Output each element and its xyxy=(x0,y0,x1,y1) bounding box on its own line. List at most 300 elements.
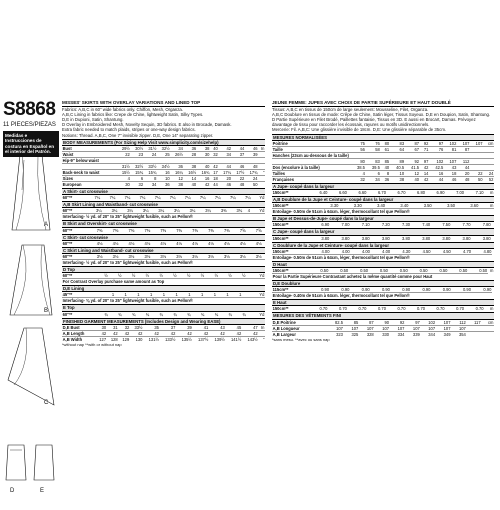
table-cell: 87 xyxy=(414,140,420,146)
table-cell: 349 xyxy=(436,331,451,337)
pieces-count: 11 PIECES/PIEZAS xyxy=(3,122,56,128)
table-row xyxy=(62,182,265,188)
view-a-drawing xyxy=(12,155,50,230)
table-row xyxy=(272,222,494,227)
table-cell: ½ xyxy=(187,273,191,279)
table-cell: 135½ xyxy=(176,336,192,342)
table-cell: 3⅛ xyxy=(208,254,214,260)
table-row xyxy=(272,236,494,241)
finished-measurements-table xyxy=(62,325,265,342)
yardage-block-title: B Skirt and Overskirt- cut crosswise xyxy=(62,220,265,227)
row-label: Waist xyxy=(62,152,117,158)
table-cell: 7⅜ xyxy=(192,227,198,233)
table-cell: 3⅛ xyxy=(192,254,198,260)
table-cell: m xyxy=(489,268,494,274)
table-cell: 4⅛ xyxy=(239,240,246,246)
table-cell: 80 xyxy=(351,158,366,164)
table-cell: 4⅛ xyxy=(255,240,262,246)
table-row xyxy=(272,254,494,260)
table-cell: 37 xyxy=(170,324,176,330)
table-cell xyxy=(262,241,265,246)
nap-footnote-fr: *sans mesu. **avec ou sans nap xyxy=(272,336,330,342)
table-cell: 0.70 xyxy=(456,306,465,312)
table-cell: 4⅛ xyxy=(223,240,230,246)
table-cell: 141½ xyxy=(225,336,241,342)
yardage-table xyxy=(272,287,494,298)
table-cell: 85 xyxy=(353,319,359,325)
table-cell: 61 xyxy=(380,146,389,152)
table-cell: 56 xyxy=(351,146,366,152)
pattern-id-panel xyxy=(3,100,59,157)
row-label: Hanches (23cm au-dessous de la taille) xyxy=(272,152,494,158)
table-cell: 0.90 xyxy=(442,287,451,293)
table-cell: 44 xyxy=(429,176,444,182)
table-cell: 42 xyxy=(159,330,175,336)
table-cell: 38 xyxy=(204,146,210,152)
row-label: 45"** xyxy=(62,292,73,298)
table-cell: 23 xyxy=(130,152,143,158)
table-cell: 3⅛ xyxy=(223,254,230,260)
row-label: 150cm** xyxy=(272,235,289,241)
table-cell: 89 xyxy=(390,158,405,164)
table-cell: 4 xyxy=(117,176,130,182)
view-b-drawing xyxy=(10,245,52,315)
table-cell: 32 xyxy=(210,152,218,158)
table-cell: 325 xyxy=(344,331,359,337)
table-row xyxy=(272,190,494,195)
table-row xyxy=(62,228,265,233)
table-row xyxy=(272,306,494,311)
pattern-number: S8868 xyxy=(3,99,56,120)
table-cell: 3⅛ xyxy=(144,254,151,260)
table-row xyxy=(62,260,265,266)
table-cell: 12 xyxy=(405,170,420,176)
row-label: D,E Bust xyxy=(62,324,80,330)
table-cell: 1 xyxy=(124,292,127,298)
table-cell: 42 xyxy=(420,164,429,170)
table-cell: 32 xyxy=(351,176,366,182)
table-cell: 0.50 xyxy=(360,268,369,274)
row-label: Entoilage- 0.50m de 51cm à 64cm. léger, thermocollant tel que Pellon® xyxy=(272,209,494,215)
row-label: 60"** xyxy=(62,208,73,214)
table-cell: 30 xyxy=(101,324,107,330)
table-cell: 36 xyxy=(380,176,389,182)
yardage-block-title: C Jupe- coupé dans la largeur xyxy=(272,228,494,235)
table-cell: 75 xyxy=(360,140,365,146)
table-cell: 48 xyxy=(245,164,258,170)
table-cell: 0.90 xyxy=(422,287,431,293)
table-cell: 344 xyxy=(420,331,435,337)
table-row xyxy=(272,209,494,215)
row-label: Françaises xyxy=(272,176,351,182)
table-cell: 0.70 xyxy=(417,306,425,312)
table-cell: ¾ xyxy=(242,311,246,317)
table-cell: 40 xyxy=(380,164,389,170)
table-cell: 3.80 xyxy=(341,235,350,241)
table-cell: 48 xyxy=(232,182,245,188)
table-cell: 107 xyxy=(359,325,374,331)
table-cell: ¾ xyxy=(131,311,136,317)
table-row xyxy=(62,279,265,285)
table-cell: ½ xyxy=(200,273,205,279)
table-row xyxy=(272,274,494,280)
table-cell: 64 xyxy=(390,146,405,152)
table-cell: 139½ xyxy=(209,336,225,342)
table-cell: 43 xyxy=(220,324,225,330)
table-cell: 7⅝ xyxy=(255,227,262,233)
table-cell: 128 xyxy=(107,336,119,342)
table-cell: 7⅜ xyxy=(128,227,135,233)
yardage-table xyxy=(272,268,494,279)
table-cell: ¾ xyxy=(187,311,191,317)
technical-drawings xyxy=(2,150,62,510)
table-cell: 7.10 xyxy=(475,190,484,196)
table-cell: 3¼ xyxy=(95,208,102,214)
table-cell: 32½ xyxy=(161,146,170,152)
table-cell: 117 xyxy=(474,319,481,325)
table-cell: 107 xyxy=(462,140,470,146)
table-cell: 42 xyxy=(130,330,143,336)
table-cell: 4⅛ xyxy=(208,240,214,246)
table-cell: m xyxy=(489,203,494,209)
row-label: 60"** xyxy=(62,254,73,260)
yardage-table xyxy=(62,254,265,265)
table-cell: 1 xyxy=(239,292,242,298)
table-cell: 42 xyxy=(143,330,159,336)
table-cell: 4⅛ xyxy=(160,240,167,246)
table-cell: Yd xyxy=(259,195,265,201)
row-label: 60"** xyxy=(62,273,73,279)
table-cell: 4.00 xyxy=(382,248,391,254)
row-label: Poitrine xyxy=(272,140,288,146)
table-cell: 4.70 xyxy=(463,248,472,254)
row-label: 60"** xyxy=(62,195,73,201)
table-cell: 16½ xyxy=(184,170,197,176)
table-cell: 10 xyxy=(390,170,405,176)
table-cell: 133½ xyxy=(159,336,175,342)
row-label: Tailles xyxy=(272,170,351,176)
table-cell: 33½ xyxy=(144,164,157,170)
table-cell: 328 xyxy=(359,331,374,337)
table-cell: ½ xyxy=(131,273,136,279)
table-cell: 44 xyxy=(218,164,231,170)
row-label: Back-neck to waist xyxy=(62,170,117,176)
table-cell: 7⅜ xyxy=(96,227,103,233)
table-cell: 32 xyxy=(130,182,143,188)
table-cell: 3.80 xyxy=(402,235,410,241)
mesures-vetements-title: MESURES DES VÊTEMENTS FINI xyxy=(272,312,494,319)
table-cell: 0.50 xyxy=(379,268,388,274)
table-cell: 0.90 xyxy=(402,287,411,293)
french-column xyxy=(272,100,494,342)
table-row xyxy=(272,293,494,299)
table-cell: 4⅛ xyxy=(112,240,119,246)
table-cell: 102 xyxy=(429,158,444,164)
yardage-block-title: C Skirt Lining and Waistband- cut crosswise xyxy=(62,247,265,254)
table-cell: 32½ xyxy=(130,164,143,170)
table-cell: Yd xyxy=(259,292,265,298)
yardage-block-title: D,E Lining xyxy=(62,285,265,292)
table-cell: 330 xyxy=(374,331,389,337)
table-cell: 97 xyxy=(415,319,420,325)
table-cell: 3⅛ xyxy=(112,254,119,260)
table-cell: 4.80 xyxy=(483,248,492,254)
row-label: Interfacing- ½ yd. of 20" to 25" lightweight fusible, such as Pellon® xyxy=(62,214,265,220)
table-cell: 14 xyxy=(184,176,197,182)
row-label: D,E Poitrine xyxy=(272,319,296,325)
table-cell: 44 xyxy=(239,146,245,152)
table-cell: 38.5 xyxy=(351,164,366,170)
english-title: MISSES' SKIRTS WITH OVERLAY VARIATIONS AND LINED TOP xyxy=(62,100,265,107)
table-cell: 97 xyxy=(438,140,444,146)
table-cell: 38 xyxy=(184,164,197,170)
table-cell: 42 xyxy=(192,330,208,336)
table-cell: 39.5 xyxy=(366,164,381,170)
table-cell: 323 xyxy=(326,331,344,337)
table-cell: 0.70 xyxy=(397,306,406,312)
table-cell: 41 xyxy=(203,324,209,330)
table-cell: 15½ xyxy=(117,170,130,176)
table-cell: ½ xyxy=(242,273,246,279)
table-cell: 16¾ xyxy=(197,170,210,176)
table-cell: 7.40 xyxy=(422,222,431,228)
yardage-block-title: B Jupe et Dessus-de-Jupe- coupé dans la largeur xyxy=(272,215,494,222)
table-cell: 7¼ xyxy=(109,195,116,201)
table-cell: 0.70 xyxy=(378,306,386,312)
table-cell: 92 xyxy=(423,140,429,146)
table-cell: 34 xyxy=(178,146,183,152)
table-cell: 76 xyxy=(429,146,444,152)
row-label: A,B Longueur xyxy=(272,325,326,331)
table-cell: 42 xyxy=(118,330,130,336)
table-cell: 8 xyxy=(144,176,157,182)
table-cell: 7¼ xyxy=(169,195,176,201)
table-cell: 40 xyxy=(184,182,197,188)
table-cell: 6.70 xyxy=(378,190,386,196)
table-cell: 87 xyxy=(369,319,374,325)
table-cell: 3⅛ xyxy=(128,254,135,260)
row-label: A,B Largeur xyxy=(272,331,326,337)
table-cell: 0.70 xyxy=(338,306,347,312)
table-cell: 7¼ xyxy=(124,195,131,201)
table-cell: 0.50 xyxy=(340,268,349,274)
table-cell: 4.50 xyxy=(422,248,431,254)
table-cell: 3.80 xyxy=(361,235,370,241)
table-cell: 36 xyxy=(157,182,170,188)
table-cell: 42.5 xyxy=(429,164,444,170)
table-cell: 107 xyxy=(420,325,435,331)
finished-measurements-title: FINISHED GARMENT MEASUREMENTS (Includes Design and Wearing EASE) xyxy=(62,318,265,325)
table-cell: 71 xyxy=(420,146,429,152)
table-cell: 3⅛ xyxy=(160,254,167,260)
table-cell: 129 xyxy=(118,336,130,342)
table-cell: 41.5 xyxy=(405,164,420,170)
nap-footnote: *without nap **with or without nap xyxy=(62,341,122,347)
table-cell: 45 xyxy=(236,324,242,330)
table-cell: 7⅜ xyxy=(208,227,214,233)
row-label: Bust xyxy=(62,146,72,152)
table-cell: 7.00 xyxy=(341,222,350,228)
table-cell: 7¼ xyxy=(244,195,251,201)
mesures-normalisees-title: MESURES NORMALISÉES xyxy=(272,134,494,141)
table-cell: 107 xyxy=(344,325,359,331)
french-title: JEUNE FEMME: JUPES AVEC CHOIX DE PARTIE SUPÉRIEURE ET HAUT DOUBLÉ xyxy=(272,100,494,107)
table-cell: 4⅛ xyxy=(144,240,151,246)
table-cell: 107 xyxy=(444,158,457,164)
table-cell: 42 xyxy=(210,164,218,170)
table-cell: 92 xyxy=(405,158,420,164)
table-cell: 31 xyxy=(113,324,118,330)
row-label: Interfacing- ½ yd. of 20" to 25" lightweight fusible, such as Pellon® xyxy=(62,260,265,266)
row-label: 150cm** xyxy=(272,222,289,228)
english-column xyxy=(62,100,265,347)
table-cell: 3¼ xyxy=(158,208,165,214)
row-label: 60"** xyxy=(62,227,73,233)
table-cell: 10 xyxy=(157,176,170,182)
table-cell: 4⅛ xyxy=(96,240,103,246)
row-label: 115cm** xyxy=(272,287,289,293)
table-cell: 20 xyxy=(218,176,231,182)
yardage-table xyxy=(62,208,265,219)
table-cell: 12 xyxy=(170,176,183,182)
row-label: European xyxy=(62,182,117,188)
table-cell: 38 xyxy=(170,182,183,188)
fabrics-line: D Overlay in Embroidered Mesh, Novelty Sequin, 3D fabrics. E also in Brocade, Damask. xyxy=(62,122,232,128)
table-cell: 3¼ xyxy=(127,208,133,214)
tissus-line: Tissus: A,B,C en tissus de 150cm de large seulement: Mousseline, Filet, Organza. xyxy=(272,106,429,112)
table-cell: 4⅛ xyxy=(176,240,182,246)
mesures-table xyxy=(272,141,494,182)
tissus-line: A,B,C Doublure en tissus de mode: Crêpe de Chine, Satin léger, Tissus Soyeux. D,E en Doupion, Satin, Shantung. D Partie Supérieure en Filet Brodé, Paillettes fantaisie, Tissus en 3D. E aussi en Brocart, Damas. Prévoyez davantage de tissu pour raccorder les écossais, rayures ou motifs unidirectionnels. xyxy=(272,111,491,128)
table-cell: 0.70 xyxy=(475,306,484,312)
spanish-instructions-note: Medidas e Instrucciones de costura en Español en el interior del Patrón. xyxy=(3,131,59,157)
table-cell: ½ xyxy=(159,273,163,279)
table-cell: 0.50 xyxy=(419,268,428,274)
table-cell: 3.80 xyxy=(482,235,491,241)
table-cell: 143½ xyxy=(242,336,258,342)
table-cell xyxy=(491,236,494,241)
yardage-table xyxy=(62,273,265,284)
table-cell: " xyxy=(258,170,265,176)
row-label: Sizes xyxy=(62,176,117,182)
table-cell: Yd xyxy=(259,208,265,214)
table-cell: 16¼ xyxy=(170,170,183,176)
body-measurements-table xyxy=(62,146,265,187)
table-row xyxy=(62,298,265,304)
table-cell: 3⅜ xyxy=(220,208,227,214)
table-cell: 1 xyxy=(188,292,191,298)
table-cell: 26½ xyxy=(170,152,183,158)
table-cell: 46 xyxy=(232,164,245,170)
yardage-table xyxy=(272,236,494,241)
table-cell: 1 xyxy=(175,292,178,298)
fabrics-line: Extra fabric needed to match plaids, stripes or one-way design fabrics. xyxy=(62,127,196,133)
table-cell: 1 xyxy=(137,292,140,298)
table-cell: 50 xyxy=(245,182,258,188)
table-cell: 0.70 xyxy=(358,306,367,312)
table-cell: 20 xyxy=(457,170,470,176)
table-cell: 107 xyxy=(405,325,420,331)
table-cell: ¾ xyxy=(173,311,177,317)
row-label: A,B Length xyxy=(62,330,95,336)
table-cell: 48 xyxy=(457,176,470,182)
table-cell: 1 xyxy=(213,292,216,298)
table-cell xyxy=(491,222,494,227)
table-cell: 42 xyxy=(176,330,192,336)
table-cell: 7⅝ xyxy=(239,227,246,233)
table-cell: 39 xyxy=(187,324,192,330)
yardage-table xyxy=(62,228,265,233)
table-cell: 102 xyxy=(428,319,436,325)
table-cell: 3.40 xyxy=(400,203,409,209)
table-cell: 0.90 xyxy=(463,287,471,293)
table-cell: 4.30 xyxy=(402,248,411,254)
table-cell: 3⅛ xyxy=(176,254,182,260)
table-cell: 39 xyxy=(245,152,258,158)
table-cell: 22 xyxy=(470,170,483,176)
table-cell: 40.5 xyxy=(390,164,405,170)
mesures-vetements-table xyxy=(272,320,494,337)
table-cell: 46 xyxy=(253,146,258,152)
table-cell: 90 xyxy=(384,319,390,325)
table-cell: 22 xyxy=(117,152,130,158)
row-label: 150cm** xyxy=(272,306,289,312)
view-label-a: A xyxy=(44,222,49,228)
table-cell: 76 xyxy=(375,140,380,146)
table-cell: ½ xyxy=(173,273,177,279)
yardage-block-title: E Top xyxy=(62,304,265,311)
yardage-table xyxy=(62,312,265,317)
table-cell: 6 xyxy=(366,170,381,176)
table-cell: 43 xyxy=(444,164,457,170)
table-cell: 107 xyxy=(390,325,405,331)
row-label: 150cm** xyxy=(272,190,289,196)
table-cell: In xyxy=(260,324,265,330)
table-cell: In xyxy=(260,146,265,152)
table-cell: 4.00 xyxy=(361,248,370,254)
yardage-table xyxy=(272,222,494,227)
yardage-table xyxy=(272,249,494,260)
row-label: Hip-9" below waist xyxy=(62,158,265,164)
table-cell: ½ xyxy=(214,273,218,279)
table-cell: 107 xyxy=(436,325,451,331)
table-cell: 354 xyxy=(451,331,466,337)
yardage-blocks xyxy=(62,188,265,317)
yardage-block-title: D Top xyxy=(62,266,265,273)
yardage-block-title: D Haut xyxy=(272,261,494,268)
table-cell: 44 xyxy=(457,164,470,170)
table-cell: 3.50 xyxy=(423,203,432,209)
table-cell: 107 xyxy=(443,319,451,325)
table-row xyxy=(272,176,494,182)
fabrics-line: D,E in Dupioni, Satin, Shantung. xyxy=(62,117,124,122)
table-cell: 42 xyxy=(209,330,225,336)
table-cell: 24 xyxy=(483,170,494,176)
table-cell: 3¼ xyxy=(189,208,196,214)
row-label: Entoilage- 0.50m de 51cm à 64cm, léger, thermocollant tel que Pellon® xyxy=(272,254,492,260)
table-cell: 42 xyxy=(242,330,258,336)
table-cell: 34 xyxy=(366,176,381,182)
table-cell: 15¾ xyxy=(130,170,143,176)
table-cell: 92 xyxy=(399,319,405,325)
table-cell: 3.80 xyxy=(462,235,471,241)
table-cell: 7¼ xyxy=(94,195,101,201)
yardage-block-title: A Skirt- cut crosswise xyxy=(62,188,265,195)
table-cell: 18 xyxy=(210,176,218,182)
view-label-c: C xyxy=(44,400,49,406)
table-cell: 16 xyxy=(197,176,210,182)
table-cell: 0.90 xyxy=(361,287,370,293)
